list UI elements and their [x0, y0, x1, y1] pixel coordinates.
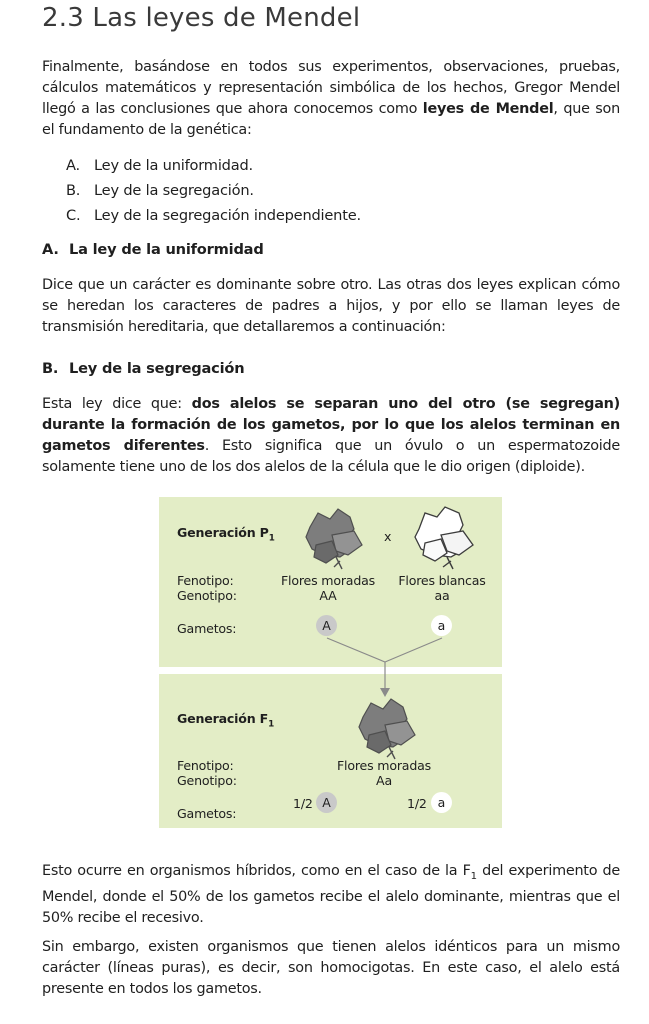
- f1-title: Generación $F_1$: [177, 711, 275, 730]
- p1-recessive-gamete: a: [431, 615, 452, 636]
- list-item: [66, 178, 361, 203]
- section-a-letter: A.: [42, 241, 59, 258]
- p1-dominant-gamete: A: [316, 615, 337, 636]
- p1-title: Generación $P_1$: [177, 525, 275, 544]
- intro-paragraph: [42, 57, 620, 141]
- closing-paragraph-2: Sin embargo, existen organismos que tienen alelos idénticos para un mismo carácter (líneas puras), es decir, son homocigotas. En este caso, el alelo está presente en todos los gametos.: [42, 939, 620, 997]
- f1-genotype: Aa: [376, 773, 392, 788]
- laws-list: [66, 153, 361, 228]
- list-item-letter: A.: [66, 157, 80, 174]
- section-b-title: Ley de la segregación: [69, 360, 245, 377]
- intro-text-start: Finalmente, basándose en todos sus experimentos, observaciones, pruebas, cálculos matemáticos y representación simbólica de los hechos, Gregor Mendel llegó a las conclusiones que ahora conocemos como: [42, 59, 620, 117]
- p1-right-genotype: aa: [434, 588, 450, 603]
- section-b-body-end: . Esto significa que un óvulo o un espermatozoide solamente tiene uno de los dos alelos de la célula que le dio origen (diploide).: [42, 438, 620, 475]
- p1-left-genotype: AA: [319, 588, 337, 603]
- section-a-heading: [42, 241, 264, 258]
- p1-left-phenotype: Flores moradas: [280, 573, 375, 588]
- list-item-letter: B.: [66, 182, 81, 199]
- p1-fenotipo-label: Fenotipo:: [177, 573, 234, 588]
- intro-text-end: , que son el fundamento de la genética:: [42, 101, 620, 138]
- section-a-body: Dice que un carácter es dominante sobre otro. Las otras dos leyes explican cómo se heredan los caracteres de padres a hijos, y por ello se llaman leyes de transmisión hereditaria, que detallaremos a continuación:: [42, 277, 620, 335]
- list-item-text: Ley de la uniformidad.: [94, 157, 253, 174]
- intro-bold-term: leyes de Mendel: [422, 101, 554, 117]
- closing-paragraph-1: Esto ocurre en organismos híbridos, como en el caso de la $F_1$ del experimento de Mendel, donde el 50% de los gametos recibe el alelo dominante, mientras que el 50% recibe el recesivo.: [42, 863, 620, 926]
- section-b-body-bold: dos alelos se separan uno del otro (se segregan) durante la formación de los gametos, por lo que los alelos terminan en gametos diferentes: [42, 396, 620, 454]
- f1-dominant-gamete: A: [316, 792, 337, 813]
- f1-gametos-label: Gametos:: [177, 806, 237, 821]
- f1-phenotype: Flores moradas: [336, 758, 431, 773]
- section-b-heading: [42, 360, 244, 377]
- cross-symbol: x: [384, 529, 392, 544]
- f1-left-fraction: 1/2: [293, 796, 313, 811]
- list-item-text: Ley de la segregación.: [94, 182, 254, 199]
- list-item: [66, 203, 361, 228]
- hybrid-flower-icon: [349, 695, 421, 761]
- purple-flower-icon: [296, 505, 368, 571]
- section-b-letter: B.: [42, 360, 59, 377]
- list-item-letter: C.: [66, 207, 81, 224]
- section-b-body: [42, 394, 620, 478]
- section-b-body-start: Esta ley dice que:: [42, 396, 192, 412]
- list-item: [66, 153, 361, 178]
- p1-gametos-label: Gametos:: [177, 621, 237, 636]
- cross-arrow: [159, 630, 502, 700]
- f1-fenotipo-label: Fenotipo:: [177, 758, 234, 773]
- page-title: 2.3 Las leyes de Mendel: [42, 3, 361, 33]
- f1-genotipo-label: Genotipo:: [177, 773, 237, 788]
- f1-right-fraction: 1/2: [407, 796, 427, 811]
- f1-recessive-gamete: a: [431, 792, 452, 813]
- list-item-text: Ley de la segregación independiente.: [94, 207, 361, 224]
- p1-genotipo-label: Genotipo:: [177, 588, 237, 603]
- white-flower-icon: [407, 503, 479, 571]
- section-a-title: La ley de la uniformidad: [69, 241, 264, 258]
- p1-right-phenotype: Flores blancas: [398, 573, 486, 588]
